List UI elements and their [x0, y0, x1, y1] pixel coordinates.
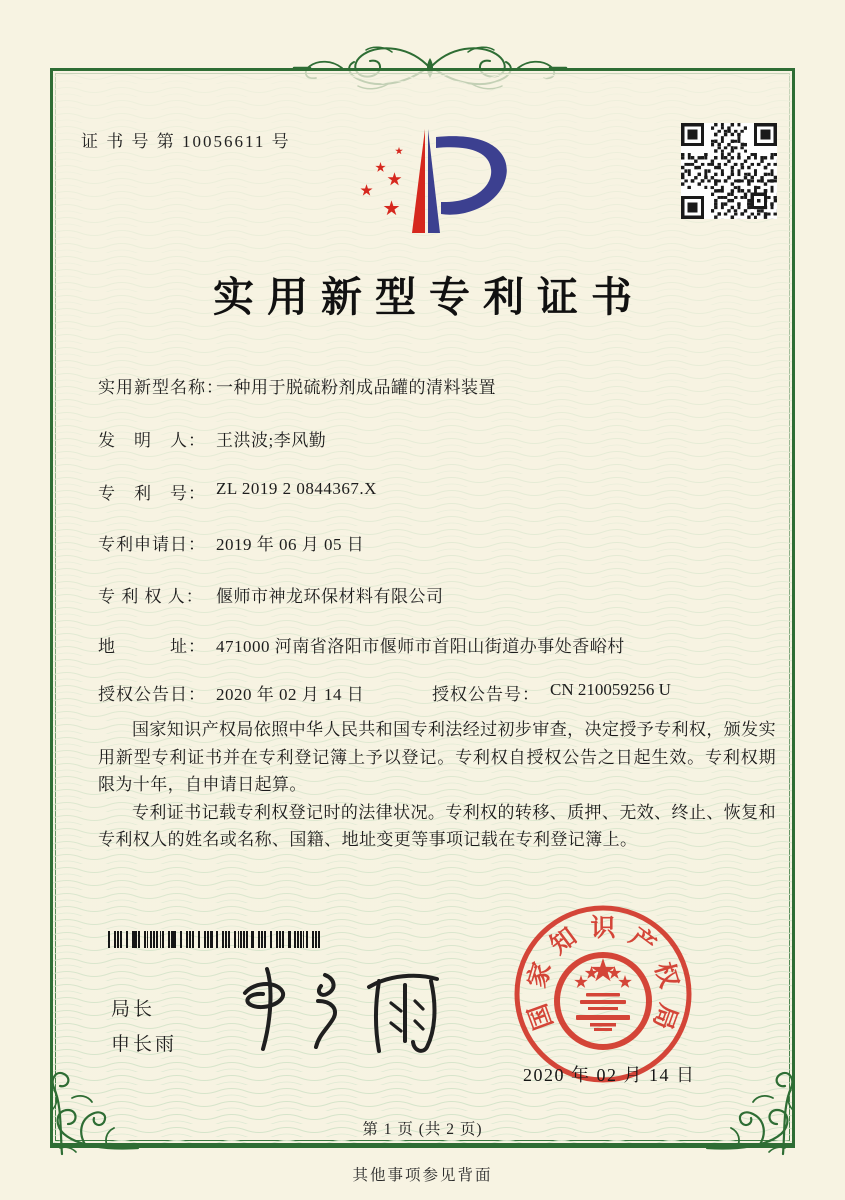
seal-char: 家 — [523, 959, 557, 992]
seal-date: 2020 年 02 月 14 日 — [523, 1065, 696, 1085]
field-value: ZL 2019 2 0844367.X — [216, 479, 377, 498]
director-name: 申长雨 — [111, 1034, 178, 1055]
grant-date-value: 2020 年 02 月 14 日 — [216, 685, 365, 704]
legal-paragraph-2: 专利证书记载专利权登记时的法律状况。专利权的转移、质押、无效、终止、恢复和专利权人的姓名或名称、国籍、地址变更等事项记载在专利登记簿上。 — [98, 802, 776, 849]
seal-char: 知 — [545, 923, 582, 960]
director-signature-icon — [221, 949, 461, 1059]
seal-char: 识 — [590, 915, 616, 942]
legal-text-block — [98, 716, 776, 854]
field-label: 专 利 号： — [98, 484, 206, 503]
certificate-frame — [50, 68, 795, 1148]
field-value: 王洪波;李风勤 — [216, 431, 327, 450]
grant-number-value: CN 210059256 U — [550, 680, 671, 699]
grant-number-label: 授权公告号： — [432, 685, 540, 704]
back-side-note: 其他事项参见背面 — [352, 1167, 493, 1184]
field-label: 发 明 人： — [98, 431, 206, 450]
certificate-number: 证 书 号 第 10056611 号 — [81, 132, 291, 151]
seal-char: 局 — [647, 1000, 682, 1033]
field-value: 偃师市神龙环保材料有限公司 — [216, 587, 444, 606]
field-label: 地 址： — [98, 637, 206, 656]
qr-code-icon — [681, 123, 777, 219]
grant-date-label: 授权公告日： — [98, 685, 206, 704]
field-value: 471000 河南省洛阳市偃师市首阳山街道办事处香峪村 — [216, 637, 625, 656]
certificate-title: 实用新型专利证书 — [213, 274, 645, 320]
corner-flourish-left-icon — [42, 1058, 142, 1158]
field-label: 专 利 权 人： — [98, 587, 204, 606]
legal-paragraph-1: 国家知识产权局依照中华人民共和国专利法经过初步审查，决定授予专利权，颁发实用新型专利证书并在专利登记簿上予以登记。专利权自授权公告之日起生效。专利权期限为十年，自申请日起算。 — [98, 720, 776, 794]
director-title: 局长 — [111, 999, 156, 1020]
national-emblem-icon — [557, 955, 649, 1047]
cnipa-logo-icon — [341, 121, 511, 239]
seal-char: 权 — [649, 959, 683, 992]
seal-char: 产 — [624, 923, 661, 960]
field-label: 实用新型名称： — [98, 378, 224, 397]
page-number: 第 1 页 (共 2 页) — [362, 1121, 483, 1138]
field-value: 一种用于脱硫粉剂成品罐的清料装置 — [216, 378, 496, 397]
corner-flourish-right-icon — [703, 1058, 803, 1158]
barcode-icon — [108, 931, 324, 948]
field-label: 专利申请日： — [98, 535, 206, 554]
field-value: 2019 年 06 月 05 日 — [216, 535, 365, 554]
seal-char: 国 — [524, 1000, 559, 1033]
